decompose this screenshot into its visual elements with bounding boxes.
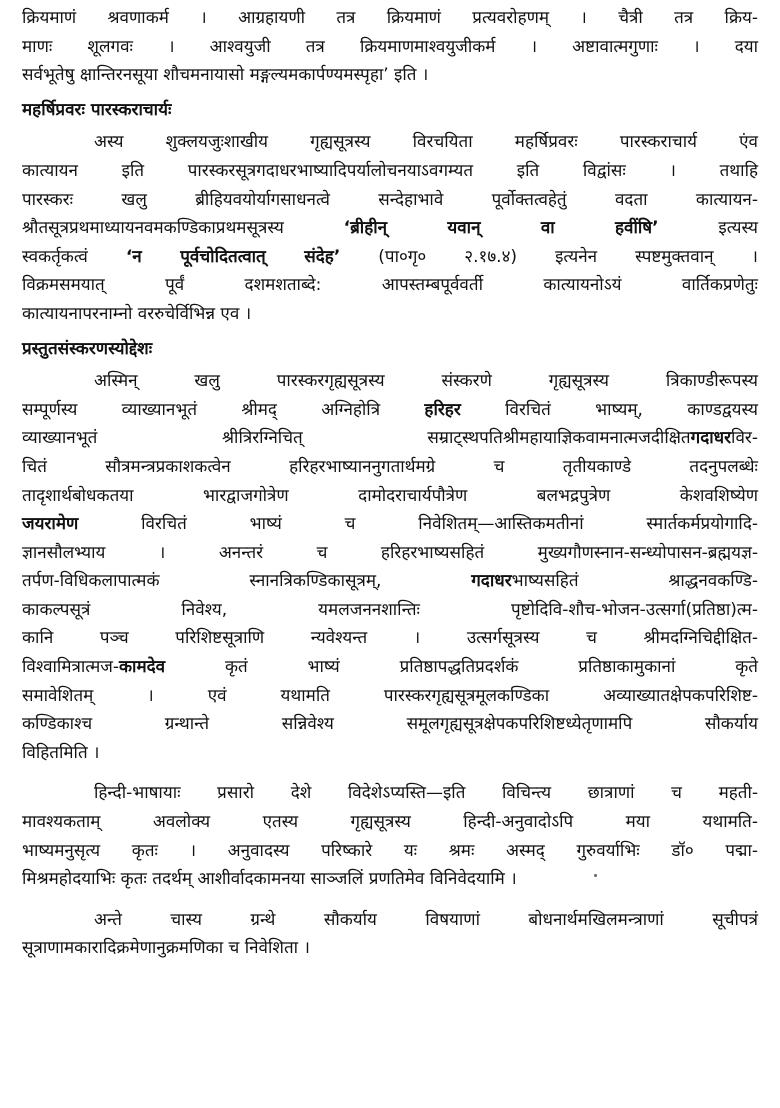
stray-dot [594,874,597,877]
bold-term: हरिहर [424,399,461,420]
bold-term: ‘ब्रीहीन् यवान् वा हवींषि’ [343,218,659,239]
text-line: चितं सौत्रमन्त्रप्रकाशकत्वेन हरिहरभाष्याननुगतार्थमग्रे च तृतीयकाण्डे तदनुपलब्धेः [22,456,758,477]
text-line: मिश्रमहोदयाभिः कृतः तदर्थम् आशीर्वादकामनया साञ्जलिं प्रणतिमेव विनिवेदयामि । [22,869,517,890]
text-line: ज्ञानसौलभ्याय । अनन्तरं च हरिहरभाष्यसहितं मुख्यगौणस्नान-सन्ध्योपासन-ब्रह्मयज्ञ- [22,542,758,563]
text-line: कात्यायनापरनाम्नो वररुचेर्विभिन्न एव । [22,303,252,324]
text-line: सम्पूर्णस्य व्याख्यानभूतं श्रीमद् अग्निहोत्रि हरिहर विरचितं भाष्यम्, काण्डद्वयस्य [22,399,758,420]
text-line: तर्पण-विधिकलापात्मकं स्नानत्रिकण्डिकासूत्रम्, गदाधरभाष्यसहितं श्राद्धनवकण्डि- [22,571,758,592]
text-line: काकल्पसूत्रं निवेश्य, यमलजननशान्तिः पृष्टोदिवि-शौच-भोजन-उत्सर्गा(प्रतिष्ठा)त्म- [22,599,758,620]
text-line: स्वकर्तृकत्वं ‘न पूर्वचोदितत्वात् संदेह’ (पा०गृ० २.१७.४) इत्यनेन स्पष्टमुक्तवान् । [22,246,758,267]
text-line: विश्वामित्रात्मज-कामदेव कृतं भाष्यं प्रतिष्ठापद्धतिप्रदर्शकं प्रतिष्ठाकामुकानां कृते [22,657,758,678]
text-line: जयरामेण विरचितं भाष्यं च निवेशितम्—आस्तिकमतीनां स्मार्तकर्मप्रयोगादि- [22,514,758,535]
text-line: हिन्दी-भाषायाः प्रसारो देशे विदेशेऽप्यस्ति—इति विचिन्त्य छात्राणां च महती- [94,783,758,804]
text-line: सर्वभूतेषु क्षान्तिरनसूया शौचमनायासो मङ्गल्यमकार्पण्यमस्पृहा’ इति । [22,65,429,86]
text-line: विक्रमसमयात् पूर्वं दशमशताब्दे: आपस्तम्बपूर्ववर्ती कात्यायनोऽयं वार्तिकप्रणेतुः [22,275,758,296]
bold-term: गदाधर [690,428,732,449]
text-line: श्रौतसूत्रप्रथमाध्यायनवमकण्डिकाप्रथमसूत्रस्य ‘ब्रीहीन् यवान् वा हवींषि’ इत्यस्य [22,218,758,239]
text-line: समावेशितम् । एवं यथामति पारस्करगृह्यसूत्रमूलकण्डिका अव्याख्यातक्षेपकपरिशिष्ट- [22,685,758,706]
text-line: विहितमिति । [22,742,100,763]
text-line: कानि पञ्च परिशिष्टसूत्राणि न्यवेश्यन्त । उत्सर्गसूत्रस्य च श्रीमदग्निचिद्दीक्षित- [22,628,758,649]
text-line: अस्मिन् खलु पारस्करगृह्यसूत्रस्य संस्करणे गृह्यसूत्रस्य त्रिकाण्डीरूपस्य [94,371,758,392]
text-line: अन्ते चास्य ग्रन्थे सौकर्याय विषयाणां बोधनार्थमखिलमन्त्राणां सूचीपत्रं [94,909,758,930]
text-line: अस्य शुक्लयजुःशाखीय गृह्यसूत्रस्य विरचयिता महर्षिप्रवरः पारस्कराचार्य एंव [94,132,758,153]
bold-term: कामदेव [118,657,166,678]
section-heading: प्रस्तुतसंस्करणस्योद्देशः [22,338,153,359]
section-heading: महर्षिप्रवरः पारस्कराचार्यः [22,99,172,120]
text-line: माणः शूलगवः । आश्वयुजी तत्र क्रियमाणमाश्वयुजीकर्म । अष्टावात्मगुणाः । दया [22,36,758,57]
text-line: मावश्यकताम् अवलोक्य एतस्य गृह्यसूत्रस्य हिन्दी-अनुवादोऽपि मया यथामति- [22,812,758,833]
text-line: भाष्यमनुसृत्य कृतः । अनुवादस्य परिष्कारे यः श्रमः अस्मद् गुरुवर्याभिः डॉ० पद्मा- [22,840,758,861]
text-line: कात्यायन इति पारस्करसूत्रगदाधरभाष्यादिपर्यालोचनयाऽवगम्यत इति विद्वांसः । तथाहि [22,160,758,181]
bold-term: जयरामेण [22,514,79,535]
bold-term: ‘न पूर्वचोदितत्वात् संदेह’ [125,246,341,267]
text-line: व्याख्यानभूतं श्रीत्रिरग्निचित् सम्राट्स्थपतिश्रीमहायाज्ञिकवामनात्मजदीक्षितगदाधरविर- [22,428,758,449]
text-line: क्रियमाणं श्रवणाकर्म । आग्रहायणी तत्र क्रियमाणं प्रत्यवरोहणम् । चैत्री तत्र क्रिय- [22,8,758,28]
text-line: सूत्राणामकारादिक्रमेणानुक्रमणिका च निवेशिता । [22,938,310,959]
text-line: तादृशार्थबोधकतया भारद्वाजगोत्रेण दामोदराचार्यपौत्रेण बलभद्रपुत्रेण केशवशिष्येण [22,485,758,506]
text-line: कण्डिकाश्च ग्रन्थान्ते सन्निवेश्य समूलगृह्यसूत्रक्षेपकपरिशिष्टध्येतृणामपि सौकर्याय [22,714,758,735]
bold-term: गदाधर [471,571,512,592]
text-line: पारस्करः खलु ब्रीहियवयोर्यागसाधनत्वे सन्देहाभावे पूर्वोक्तत्वहेतुं वदता कात्यायन- [22,189,758,210]
